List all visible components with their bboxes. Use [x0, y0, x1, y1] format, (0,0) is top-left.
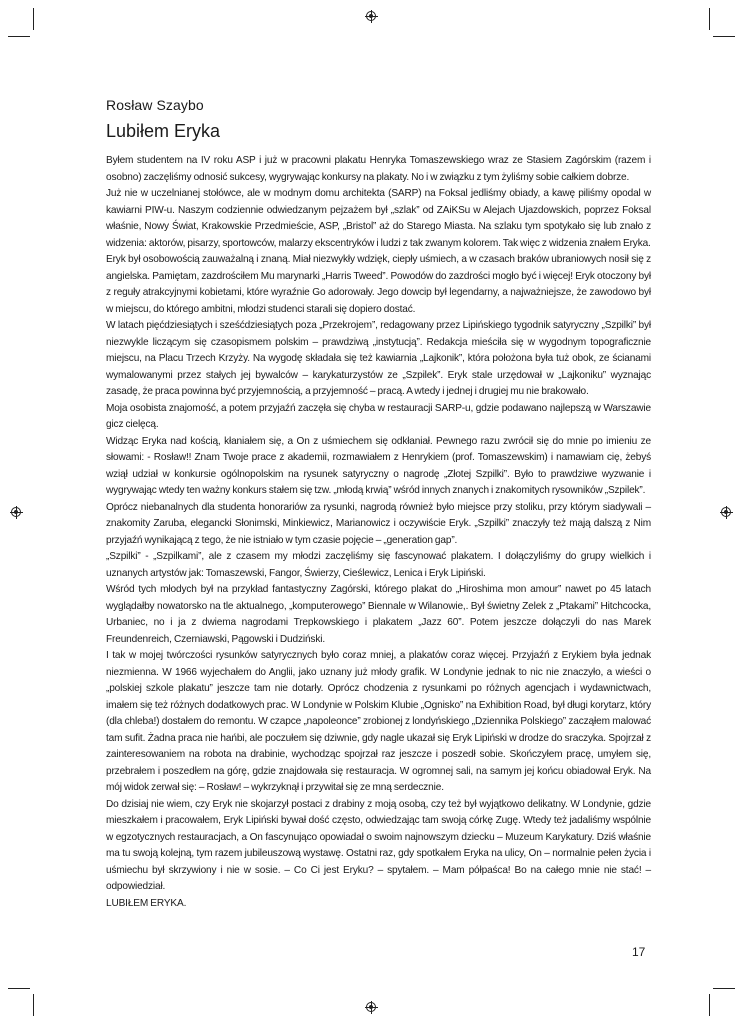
crop-mark [709, 8, 710, 30]
crop-mark [713, 36, 735, 37]
paragraph: I tak w mojej twórczości rysunków satyrycznych było coraz mniej, a plakatów coraz więcej. Przyjaźń z Erykiem była jednak niezmienna. W 1966 wyjechałem do Anglii, jako uznany już młody grafik. W Londynie jednak to nic nie znaczyło, a wieści o „polskiej szkole plakatu” jeszcze tam nie dotarły. Oprócz chodzenia z rysunkami po różnych agencjach i wydawnictwach, imałem się też różnych dodatkowych prac. W Londynie w Polskim Klubie „Ognisko” na Exhibition Road, był długi korytarz, który (dla chleba!) dostałem do remontu. W czapce „napoleonce” zrobionej z londyńskiego „Dziennika Polskiego” zacząłem malować tam sufit. Żadna praca nie hańbi, ale poczułem się dziwnie, gdy nagle ukazał się Eryk Lipiński w drodze do sraczyka. Spojrzał z zainteresowaniem na robota na drabinie, wychodząc spojrzał raz jeszcze i poszedł sobie. Skończyłem pracę, umyłem się, przebrałem i poszedłem na górę, gdzie znajdowała się restauracja. W ogromnej sali, na samym jej końcu obiadował Eryk. Na mój widok zerwał się: – Rosław! – wykrzyknął i przywitał się ze mną serdecznie. [106, 650, 651, 793]
article-title: Lubiłem Eryka [106, 121, 221, 141]
registration-mark-icon [366, 1002, 376, 1012]
paragraph: Eryk był osobowością zauważalną i znaną. Miał niezwykły wdzięk, ciepły uśmiech, a w czasach braków ubraniowych nosił się z angielska. Pamiętam, zazdrościłem Mu marynarki „Harris Tweed”. Powodów do zazdrości mogło być i więcej! Eryk otoczony był z reguły atrakcyjnymi kobietami, które wyraźnie Go adorowały. Jego dowcip był legendarny, a najważniejsze, że zawodowo był w miejscu, do którego ambitni, młodzi studenci starali się dopiero dostać. [106, 254, 651, 315]
paragraph: Do dzisiaj nie wiem, czy Eryk nie skojarzył postaci z drabiny z moją osobą, czy też był wyjątkowo delikatny. W Londynie, gdzie mieszkałem i pracowałem, Eryk Lipiński bywał dość często, odwiedzając tam swoją córkę Zugę. Wtedy też jadaliśmy wspólnie w egzotycznych restauracjach, a On fascynująco opowiadał o swoim najnowszym dziecku – Muzeum Karykatury. Dziś właśnie ma tu swoją kolejną, tym razem jubileuszową wystawę. Ostatni raz, gdy spotkałem Eryka na ulicy, On – normalnie pełen życia i uśmiechu był skrzywiony i nie w sosie. – Co Ci jest Eryku? – spytałem. – Mam półpaśca! Bo na całego mnie nie stać! – odpowiedział. [106, 798, 651, 892]
paragraph: Wśród tych młodych był na przykład fantastyczny Zagórski, którego plakat do „Hiroshima mon amour” nawet po 45 latach wyglądałby nowatorsko na tle aktualnego, „komputerowego” Biennale w Wilanowie,. Był świetny Zelek z „Ptakami” Hitchcocka, Urbaniec, no i ja z dwiema nagrodami Trepkowskiego i plakatem „Jazz 60”. Potem jeszcze dołączyli do nas Marek Freundenreich, Czerniawski, Pągowski i Dudziński. [106, 584, 651, 645]
paragraph: Oprócz niebanalnych dla studenta honorariów za rysunki, nagrodą również było miejsce przy stoliku, przy którym siadywali – znakomity Zaruba, elegancki Słonimski, Minkiewicz, Marianowicz i oczywiście Eryk. „Szpilki” znaczyły też mają dalszą z Nim przyjaźń wynikającą z tego, że nie istniało w tym czasie pojęcie – „generation gap”. [106, 501, 651, 546]
paragraph: Widząc Eryka nad kością, kłaniałem się, a On z uśmiechem się odkłaniał. Pewnego razu zwrócił się do mnie po imieniu ze słowami: - Rosław!! Znam Twoje prace z akademii, rozmawiałem z Henrykiem (prof. Tomaszewskim) i namawiam cię, żebyś wziął udział w konkursie ogólnopolskim na rysunek satyryczny o nagrodę „Złotej Szpilki”. Było to prawdziwe wyzwanie i wygrywając wtedy ten ważny konkurs stałem się tzw. „młodą krwią” wśród innych znanych i znakomitych rysowników „Szpilek”. [106, 435, 651, 496]
crop-mark [33, 994, 34, 1016]
paragraph: Już nie w uczelnianej stołówce, ale w modnym domu architekta (SARP) na Foksal jedliśmy obiady, a kawę piliśmy opodal w kawiarni PIW-u. Naszym codziennie odwiedzanym pejzażem był „szlak” od ZAiKSu w Alejach Ujazdowskich, poprzez Foksal właśnie, Nowy Świat, Krakowskie Przedmieście, ASP, „Bristol” aż do Starego Miasta. Na szlaku tym spotykało się lub znało z widzenia: aktorów, pisarzy, sportowców, malarzy ekscentryków i ludzi z tak zwanym kolorem. Tak więc z widzenia znałem Eryka. [106, 188, 651, 249]
paragraph: LUBIŁEM ERYKA. [106, 897, 187, 909]
crop-mark [709, 994, 710, 1016]
page-number: 17 [632, 945, 646, 959]
paragraph: Byłem studentem na IV roku ASP i już w pracowni plakatu Henryka Tomaszewskiego wraz ze Stasiem Zagórskim (razem i osobno) zaczęliśmy odnosić sukcesy, wygrywając konkursy na plakaty. No i w związku z tym żyliśmy sobie całkiem dobrze. [106, 155, 651, 183]
crop-mark [8, 988, 30, 989]
registration-mark-icon [366, 11, 376, 21]
author-name: Rosław Szaybo [106, 97, 204, 113]
crop-mark [8, 36, 30, 37]
crop-mark [713, 988, 735, 989]
paragraph: W latach pięćdziesiątych i sześćdziesiątych poza „Przekrojem”, redagowany przez Lipińskiego tygodnik satyryczny „Szpilki” był niezwykle liczącym się czasopismem polskim – prawdziwą „instytucją”. Redakcja mieściła się w wygodnym topograficznie miejscu, na Placu Trzech Krzyży. Na wygodę składała się też kawiarnia „Lajkonik”, która położona była tuż obok, ze ścianami wymalowanymi przez stałych jej bywalców – karykaturzystów ze „Szpilek”. Eryk stale urzędował w „Lajkoniku” wyznając zasadę, że praca powinna być przyjemnością, a przyjemność – pracą. A wtedy i jednej i drugiej mu nie brakowało. [106, 320, 651, 397]
registration-mark-icon [11, 507, 21, 517]
paragraph: Moja osobista znajomość, a potem przyjaźń zaczęła się chyba w restauracji SARP-u, gdzie podawano najlepszą w Warszawie gicz cielęcą. [106, 402, 651, 430]
article-body [106, 153, 651, 912]
paragraph: „Szpilki” - „Szpilkami”, ale z czasem my młodzi zaczęliśmy się fascynować plakatem. I dołączyliśmy do grupy wielkich i uznanych artystów jak: Tomaszewski, Fangor, Świerzy, Cieślewicz, Lenica i Eryk Lipiński. [106, 551, 651, 579]
registration-mark-icon [721, 507, 731, 517]
crop-mark [33, 8, 34, 30]
